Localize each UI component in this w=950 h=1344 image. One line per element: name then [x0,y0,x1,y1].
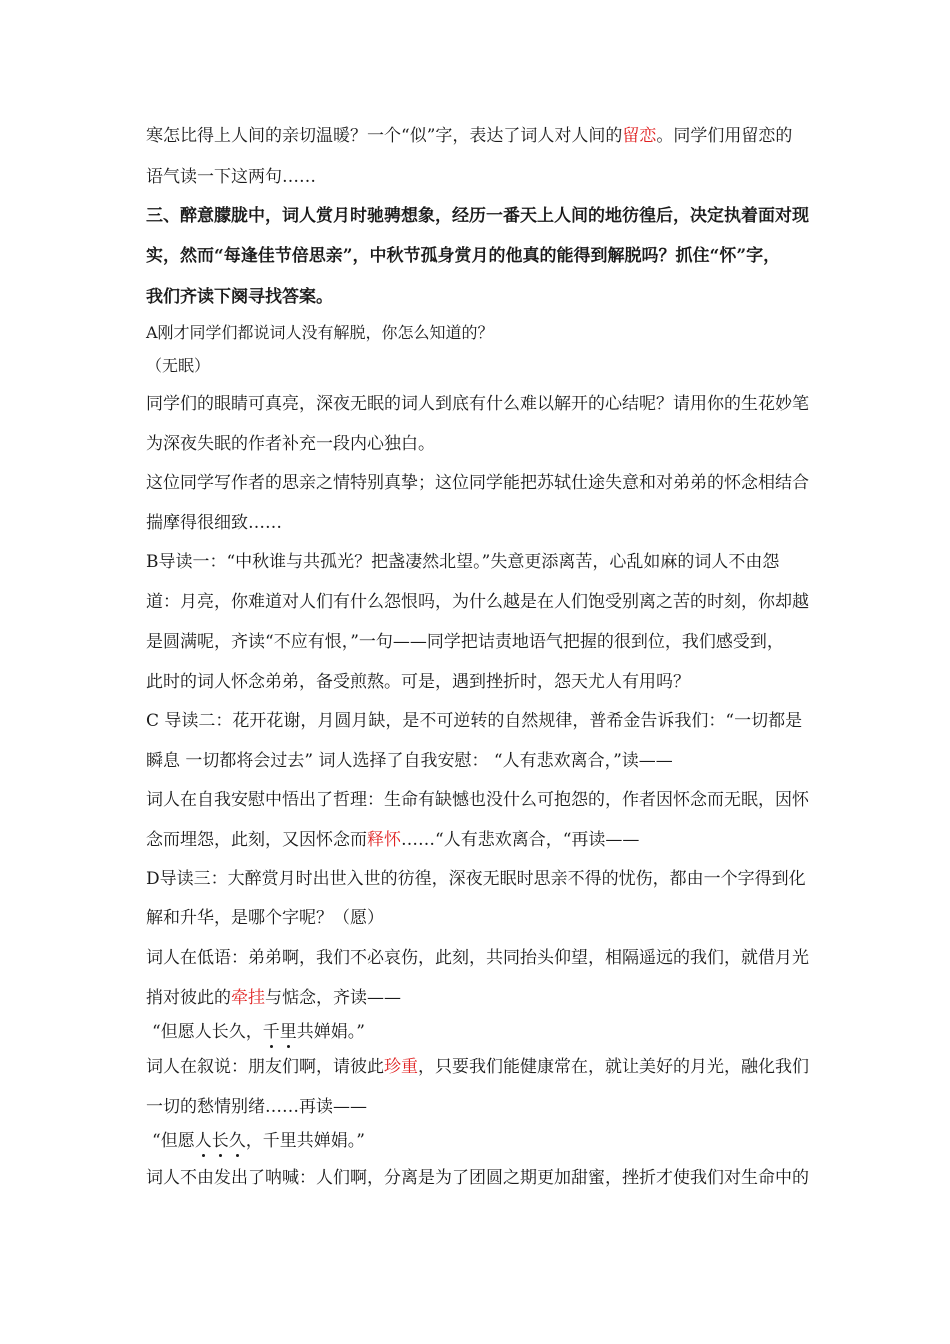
text-run: 捎对彼此的 [146,988,231,1008]
text-run: 念而埋怨，此刻，又因怀念而 [146,830,367,850]
paragraph-line: C 导读二：花开花谢，月圆月缺，是不可逆转的自然规律，普希金告诉我们：“一切都是 [146,711,803,731]
emphasis-dot-char: 人 [194,1131,212,1151]
paragraph-line: 语气读一下这两句…… [146,167,316,187]
paragraph-line [146,1057,809,1077]
poem-quote-line [152,1022,365,1042]
text-run: “但愿人长久， [152,1022,263,1042]
paragraph-line: B导读一：“中秋谁与共孤光？把盏凄然北望。”失意更添离苦，心乱如麻的词人不由怨 [146,552,780,572]
paragraph-line: 道：月亮，你难道对人们有什么怨恨吗，为什么越是在人们饱受别离之苦的时刻，你却越 [146,592,809,612]
paragraph-line: 一切的愁情别绪……再读—— [146,1097,367,1117]
text-run: 词人在叙说：朋友们啊，请彼此 [146,1057,384,1077]
poem-quote-line [152,1131,365,1151]
emphasis-dot-char: 千 [262,1022,280,1042]
paragraph-line: 同学们的眼睛可真亮，深夜无眠的词人到底有什么难以解开的心结呢？请用你的生花妙笔 [146,394,809,414]
paragraph-line: 此时的词人怀念弟弟，备受煎熬。可是，遇到挫折时，怨天尤人有用吗？ [146,672,690,692]
emphasis-word: 释怀 [367,830,401,850]
text-run: “但愿 [152,1131,195,1151]
paragraph-line: A刚才同学们都说词人没有解脱，你怎么知道的？ [146,323,494,342]
paragraph-line [146,988,401,1008]
paragraph-line: D导读三：大醉赏月时出世入世的彷徨，深夜无眠时思亲不得的忧伤，都由一个字得到化 [146,869,806,889]
emphasis-dot-char: 长 [211,1131,229,1151]
paragraph-line: 词人不由发出了呐喊：人们啊，分离是为了团圆之期更加甜蜜，挫折才使我们对生命中的 [146,1168,809,1188]
text-run: ，千里共婵娟。” [245,1131,365,1151]
paragraph-line [146,830,639,850]
paragraph-line: 词人在自我安慰中悟出了哲理：生命有缺憾也没什么可抱怨的，作者因怀念而无眠，因怀 [146,790,809,810]
emphasis-dot-char: 里 [279,1022,297,1042]
section-heading-line: 我们齐读下阕寻找答案。 [146,287,333,307]
section-heading-line: 实，然而“每逢佳节倍思亲”，中秋节孤身赏月的他真的能得到解脱吗？抓住“怀”字， [146,246,781,266]
paragraph-line: （无眠） [146,356,211,375]
paragraph-line: 是圆满呢，齐读“不应有恨，”一句——同学把诘责地语气把握的很到位，我们感受到， [146,632,784,652]
text-run: ……“人有悲欢离合，“再读—— [401,830,640,850]
text-run: 寒怎比得上人间的亲切温暖？一个“似”字，表达了词人对人间的 [146,126,623,146]
paragraph-line: 揣摩得很细致…… [146,513,282,533]
emphasis-word: 珍重 [384,1057,418,1077]
text-run: 。同学们用留恋的 [656,126,793,146]
text-run: ，只要我们能健康常在，就让美好的月光，融化我们 [418,1057,809,1077]
paragraph-line: 解和升华，是哪个字呢？（愿） [146,908,384,928]
paragraph-line: 这位同学写作者的思亲之情特别真挚；这位同学能把苏轼仕途失意和对弟弟的怀念相结合 [146,473,809,493]
text-run: 与惦念，齐读—— [265,988,401,1008]
emphasis-dot-char: 久 [228,1131,246,1151]
section-heading-line: 三、醉意朦胧中，词人赏月时驰骋想象，经历一番天上人间的地彷徨后，决定执着面对现 [146,206,809,226]
paragraph-line: 词人在低语：弟弟啊，我们不必哀伤，此刻，共同抬头仰望，相隔遥远的我们，就借月光 [146,948,809,968]
text-run: 共婵娟。” [296,1022,365,1042]
paragraph-line: 瞬息 一切都将会过去” 词人选择了自我安慰： “人有悲欢离合，”读—— [146,751,673,771]
emphasis-word: 牵挂 [231,988,265,1008]
paragraph-line: 为深夜失眠的作者补充一段内心独白。 [146,434,435,454]
emphasis-word: 留恋 [622,126,657,146]
paragraph-line [146,126,792,146]
